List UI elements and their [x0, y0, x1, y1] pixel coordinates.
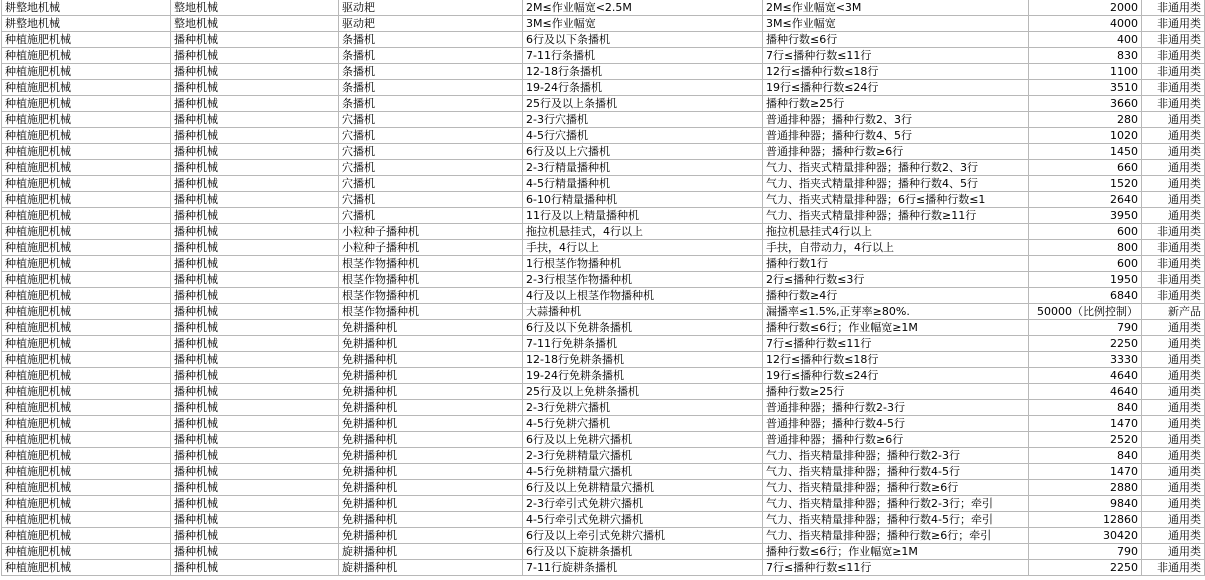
- class-cell[interactable]: 通用类: [1142, 352, 1205, 368]
- class-cell[interactable]: 通用类: [1142, 112, 1205, 128]
- category-cell[interactable]: 种植施肥机械: [2, 336, 171, 352]
- class-cell[interactable]: 通用类: [1142, 192, 1205, 208]
- table-row: [2, 416, 1205, 432]
- spec-cell[interactable]: 4-5行精量播种机: [523, 176, 763, 192]
- item-cell[interactable]: 条播机: [339, 32, 523, 48]
- subsidy-amount-cell[interactable]: 1450: [1029, 144, 1142, 160]
- spec-cell[interactable]: 7-11行旋耕条播机: [523, 560, 763, 576]
- subcategory-cell[interactable]: 播种机械: [171, 144, 339, 160]
- table-row: [2, 320, 1205, 336]
- subcategory-cell[interactable]: 播种机械: [171, 528, 339, 544]
- parameter-cell[interactable]: 气力、指夹精量排种器；播种行数2-3行: [763, 448, 1029, 464]
- subcategory-cell[interactable]: 播种机械: [171, 400, 339, 416]
- item-cell[interactable]: 驱动耙: [339, 16, 523, 32]
- class-cell[interactable]: 非通用类: [1142, 288, 1205, 304]
- category-cell[interactable]: 种植施肥机械: [2, 128, 171, 144]
- class-cell[interactable]: 非通用类: [1142, 0, 1205, 16]
- subsidy-amount-cell[interactable]: 4640: [1029, 384, 1142, 400]
- subsidy-amount-cell[interactable]: 6840: [1029, 288, 1142, 304]
- subsidy-amount-cell[interactable]: 830: [1029, 48, 1142, 64]
- subcategory-cell[interactable]: 播种机械: [171, 384, 339, 400]
- table-row: [2, 192, 1205, 208]
- class-cell[interactable]: 非通用类: [1142, 16, 1205, 32]
- table-row: [2, 112, 1205, 128]
- class-cell[interactable]: 通用类: [1142, 512, 1205, 528]
- category-cell[interactable]: 种植施肥机械: [2, 176, 171, 192]
- table-row: [2, 480, 1205, 496]
- subsidy-amount-cell[interactable]: 2250: [1029, 560, 1142, 576]
- item-cell[interactable]: 条播机: [339, 64, 523, 80]
- subcategory-cell[interactable]: 播种机械: [171, 368, 339, 384]
- class-cell[interactable]: 通用类: [1142, 128, 1205, 144]
- subsidy-amount-cell[interactable]: 2250: [1029, 336, 1142, 352]
- subsidy-amount-cell[interactable]: 3950: [1029, 208, 1142, 224]
- table-row: [2, 464, 1205, 480]
- subcategory-cell[interactable]: 播种机械: [171, 480, 339, 496]
- parameter-cell[interactable]: 气力、指夹精量排种器；播种行数≥6行；牵引: [763, 528, 1029, 544]
- item-cell[interactable]: 免耕播种机: [339, 384, 523, 400]
- subsidy-amount-cell[interactable]: 840: [1029, 448, 1142, 464]
- class-cell[interactable]: 通用类: [1142, 336, 1205, 352]
- parameter-cell[interactable]: 播种行数≥25行: [763, 384, 1029, 400]
- table-row: [2, 272, 1205, 288]
- item-cell[interactable]: 穴播机: [339, 160, 523, 176]
- item-cell[interactable]: 旋耕播种机: [339, 560, 523, 576]
- subsidy-amount-cell[interactable]: 3510: [1029, 80, 1142, 96]
- item-cell[interactable]: 条播机: [339, 48, 523, 64]
- category-cell[interactable]: 种植施肥机械: [2, 560, 171, 576]
- spec-cell[interactable]: 2-3行穴播机: [523, 112, 763, 128]
- subsidy-amount-cell[interactable]: 790: [1029, 320, 1142, 336]
- subcategory-cell[interactable]: 播种机械: [171, 112, 339, 128]
- category-cell[interactable]: 种植施肥机械: [2, 384, 171, 400]
- item-cell[interactable]: 条播机: [339, 96, 523, 112]
- table-row: [2, 368, 1205, 384]
- spec-cell[interactable]: 4行及以上根茎作物播种机: [523, 288, 763, 304]
- category-cell[interactable]: 种植施肥机械: [2, 192, 171, 208]
- parameter-cell[interactable]: 普通排种器；播种行数2、3行: [763, 112, 1029, 128]
- subsidy-amount-cell[interactable]: 12860: [1029, 512, 1142, 528]
- item-cell[interactable]: 根茎作物播种机: [339, 272, 523, 288]
- subcategory-cell[interactable]: 播种机械: [171, 192, 339, 208]
- table-row: [2, 336, 1205, 352]
- item-cell[interactable]: 免耕播种机: [339, 480, 523, 496]
- spec-cell[interactable]: 25行及以上条播机: [523, 96, 763, 112]
- spec-cell[interactable]: 11行及以上精量播种机: [523, 208, 763, 224]
- spec-cell[interactable]: 2-3行免耕穴播机: [523, 400, 763, 416]
- item-cell[interactable]: 免耕播种机: [339, 512, 523, 528]
- parameter-cell[interactable]: 播种行数≥4行: [763, 288, 1029, 304]
- parameter-cell[interactable]: 播种行数≥25行: [763, 96, 1029, 112]
- parameter-cell[interactable]: 2M≤作业幅宽<3M: [763, 0, 1029, 16]
- spec-cell[interactable]: 2-3行牵引式免耕穴播机: [523, 496, 763, 512]
- spec-cell[interactable]: 19-24行条播机: [523, 80, 763, 96]
- spec-cell[interactable]: 2-3行免耕精量穴播机: [523, 448, 763, 464]
- class-cell[interactable]: 通用类: [1142, 528, 1205, 544]
- table-row: [2, 32, 1205, 48]
- parameter-cell[interactable]: 12行≤播种行数≤18行: [763, 64, 1029, 80]
- subsidy-amount-cell[interactable]: 3330: [1029, 352, 1142, 368]
- spec-cell[interactable]: 2-3行根茎作物播种机: [523, 272, 763, 288]
- category-cell[interactable]: 耕整地机械: [2, 16, 171, 32]
- category-cell[interactable]: 种植施肥机械: [2, 352, 171, 368]
- table-row: [2, 176, 1205, 192]
- item-cell[interactable]: 旋耕播种机: [339, 544, 523, 560]
- class-cell[interactable]: 通用类: [1142, 208, 1205, 224]
- subsidy-amount-cell[interactable]: 1470: [1029, 416, 1142, 432]
- subsidy-amount-cell[interactable]: 2000: [1029, 0, 1142, 16]
- category-cell[interactable]: 种植施肥机械: [2, 320, 171, 336]
- class-cell[interactable]: 通用类: [1142, 176, 1205, 192]
- parameter-cell[interactable]: 气力、指夹式精量排种器；播种行数4、5行: [763, 176, 1029, 192]
- item-cell[interactable]: 驱动耙: [339, 0, 523, 16]
- parameter-cell[interactable]: 19行≤播种行数≤24行: [763, 80, 1029, 96]
- spreadsheet-table: [1, 0, 1205, 576]
- subcategory-cell[interactable]: 播种机械: [171, 416, 339, 432]
- subsidy-amount-cell[interactable]: 400: [1029, 32, 1142, 48]
- parameter-cell[interactable]: 7行≤播种行数≤11行: [763, 48, 1029, 64]
- category-cell[interactable]: 种植施肥机械: [2, 448, 171, 464]
- table-row: [2, 496, 1205, 512]
- subcategory-cell[interactable]: 播种机械: [171, 64, 339, 80]
- spec-cell[interactable]: 2M≤作业幅宽<2.5M: [523, 0, 763, 16]
- item-cell[interactable]: 免耕播种机: [339, 496, 523, 512]
- parameter-cell[interactable]: 气力、指夹式精量排种器；播种行数2、3行: [763, 160, 1029, 176]
- class-cell[interactable]: 新产品: [1142, 304, 1205, 320]
- item-cell[interactable]: 免耕播种机: [339, 432, 523, 448]
- spec-cell[interactable]: 7-11行免耕条播机: [523, 336, 763, 352]
- spec-cell[interactable]: 手扶，4行以上: [523, 240, 763, 256]
- class-cell[interactable]: 非通用类: [1142, 560, 1205, 576]
- subcategory-cell[interactable]: 播种机械: [171, 432, 339, 448]
- subsidy-amount-cell[interactable]: 1950: [1029, 272, 1142, 288]
- class-cell[interactable]: 通用类: [1142, 400, 1205, 416]
- table-row: [2, 560, 1205, 576]
- class-cell[interactable]: 通用类: [1142, 464, 1205, 480]
- item-cell[interactable]: 免耕播种机: [339, 336, 523, 352]
- category-cell[interactable]: 种植施肥机械: [2, 80, 171, 96]
- subcategory-cell[interactable]: 播种机械: [171, 320, 339, 336]
- item-cell[interactable]: 免耕播种机: [339, 448, 523, 464]
- class-cell[interactable]: 通用类: [1142, 480, 1205, 496]
- parameter-cell[interactable]: 普通排种器；播种行数≥6行: [763, 144, 1029, 160]
- subcategory-cell[interactable]: 播种机械: [171, 32, 339, 48]
- spec-cell[interactable]: 7-11行条播机: [523, 48, 763, 64]
- class-cell[interactable]: 通用类: [1142, 416, 1205, 432]
- item-cell[interactable]: 根茎作物播种机: [339, 304, 523, 320]
- subcategory-cell[interactable]: 播种机械: [171, 224, 339, 240]
- class-cell[interactable]: 通用类: [1142, 496, 1205, 512]
- subcategory-cell[interactable]: 播种机械: [171, 48, 339, 64]
- table-row: [2, 512, 1205, 528]
- spec-cell[interactable]: 4-5行免耕精量穴播机: [523, 464, 763, 480]
- category-cell[interactable]: 耕整地机械: [2, 0, 171, 16]
- subcategory-cell[interactable]: 播种机械: [171, 272, 339, 288]
- parameter-cell[interactable]: 播种行数≤6行；作业幅宽≥1M: [763, 320, 1029, 336]
- spec-cell[interactable]: 6行及以上穴播机: [523, 144, 763, 160]
- subcategory-cell[interactable]: 播种机械: [171, 464, 339, 480]
- class-cell[interactable]: 非通用类: [1142, 256, 1205, 272]
- item-cell[interactable]: 小粒种子播种机: [339, 224, 523, 240]
- table-row: [2, 64, 1205, 80]
- item-cell[interactable]: 穴播机: [339, 192, 523, 208]
- item-cell[interactable]: 免耕播种机: [339, 368, 523, 384]
- class-cell[interactable]: 通用类: [1142, 384, 1205, 400]
- spec-cell[interactable]: 6行及以上免耕精量穴播机: [523, 480, 763, 496]
- subcategory-cell[interactable]: 整地机械: [171, 0, 339, 16]
- item-cell[interactable]: 穴播机: [339, 208, 523, 224]
- spec-cell[interactable]: 6行及以下条播机: [523, 32, 763, 48]
- category-cell[interactable]: 种植施肥机械: [2, 416, 171, 432]
- class-cell[interactable]: 通用类: [1142, 368, 1205, 384]
- subsidy-amount-cell[interactable]: 1100: [1029, 64, 1142, 80]
- spec-cell[interactable]: 6-10行精量播种机: [523, 192, 763, 208]
- subcategory-cell[interactable]: 播种机械: [171, 208, 339, 224]
- subcategory-cell[interactable]: 播种机械: [171, 80, 339, 96]
- category-cell[interactable]: 种植施肥机械: [2, 368, 171, 384]
- class-cell[interactable]: 非通用类: [1142, 240, 1205, 256]
- subsidy-amount-cell[interactable]: 660: [1029, 160, 1142, 176]
- category-cell[interactable]: 种植施肥机械: [2, 96, 171, 112]
- spec-cell[interactable]: 4-5行穴播机: [523, 128, 763, 144]
- table-row: [2, 96, 1205, 112]
- category-cell[interactable]: 种植施肥机械: [2, 256, 171, 272]
- category-cell[interactable]: 种植施肥机械: [2, 512, 171, 528]
- spec-cell[interactable]: 19-24行免耕条播机: [523, 368, 763, 384]
- category-cell[interactable]: 种植施肥机械: [2, 480, 171, 496]
- category-cell[interactable]: 种植施肥机械: [2, 64, 171, 80]
- subsidy-amount-cell[interactable]: 600: [1029, 224, 1142, 240]
- item-cell[interactable]: 免耕播种机: [339, 464, 523, 480]
- category-cell[interactable]: 种植施肥机械: [2, 48, 171, 64]
- item-cell[interactable]: 免耕播种机: [339, 352, 523, 368]
- category-cell[interactable]: 种植施肥机械: [2, 272, 171, 288]
- subcategory-cell[interactable]: 播种机械: [171, 352, 339, 368]
- subcategory-cell[interactable]: 播种机械: [171, 256, 339, 272]
- spec-cell[interactable]: 4-5行牵引式免耕穴播机: [523, 512, 763, 528]
- table-row: [2, 208, 1205, 224]
- spec-cell[interactable]: 拖拉机悬挂式，4行以上: [523, 224, 763, 240]
- spec-cell[interactable]: 1行根茎作物播种机: [523, 256, 763, 272]
- category-cell[interactable]: 种植施肥机械: [2, 112, 171, 128]
- table-row: [2, 544, 1205, 560]
- parameter-cell[interactable]: 3M≤作业幅宽: [763, 16, 1029, 32]
- parameter-cell[interactable]: 漏播率≤1.5%,正芽率≥80%.: [763, 304, 1029, 320]
- class-cell[interactable]: 非通用类: [1142, 96, 1205, 112]
- table-row: [2, 256, 1205, 272]
- spec-cell[interactable]: 6行及以下旋耕条播机: [523, 544, 763, 560]
- item-cell[interactable]: 免耕播种机: [339, 416, 523, 432]
- subsidy-amount-cell[interactable]: 30420: [1029, 528, 1142, 544]
- item-cell[interactable]: 免耕播种机: [339, 400, 523, 416]
- class-cell[interactable]: 通用类: [1142, 432, 1205, 448]
- item-cell[interactable]: 穴播机: [339, 128, 523, 144]
- spec-cell[interactable]: 12-18行免耕条播机: [523, 352, 763, 368]
- spec-cell[interactable]: 6行及以上免耕穴播机: [523, 432, 763, 448]
- item-cell[interactable]: 小粒种子播种机: [339, 240, 523, 256]
- parameter-cell[interactable]: 2行≤播种行数≤3行: [763, 272, 1029, 288]
- item-cell[interactable]: 穴播机: [339, 176, 523, 192]
- parameter-cell[interactable]: 普通排种器；播种行数2-3行: [763, 400, 1029, 416]
- parameter-cell[interactable]: 12行≤播种行数≤18行: [763, 352, 1029, 368]
- subcategory-cell[interactable]: 播种机械: [171, 128, 339, 144]
- category-cell[interactable]: 种植施肥机械: [2, 544, 171, 560]
- table-row: [2, 144, 1205, 160]
- class-cell[interactable]: 非通用类: [1142, 272, 1205, 288]
- category-cell[interactable]: 种植施肥机械: [2, 144, 171, 160]
- subsidy-amount-cell[interactable]: 2640: [1029, 192, 1142, 208]
- category-cell[interactable]: 种植施肥机械: [2, 32, 171, 48]
- parameter-cell[interactable]: 7行≤播种行数≤11行: [763, 336, 1029, 352]
- subsidy-amount-cell[interactable]: 1520: [1029, 176, 1142, 192]
- spec-cell[interactable]: 大蒜播种机: [523, 304, 763, 320]
- subsidy-amount-cell[interactable]: 4640: [1029, 368, 1142, 384]
- class-cell[interactable]: 通用类: [1142, 448, 1205, 464]
- subsidy-amount-cell[interactable]: 9840: [1029, 496, 1142, 512]
- table-row: [2, 128, 1205, 144]
- class-cell[interactable]: 通用类: [1142, 144, 1205, 160]
- parameter-cell[interactable]: 播种行数1行: [763, 256, 1029, 272]
- subsidy-amount-cell[interactable]: 280: [1029, 112, 1142, 128]
- class-cell[interactable]: 通用类: [1142, 320, 1205, 336]
- table-row: [2, 432, 1205, 448]
- table-row: [2, 528, 1205, 544]
- table-body: [2, 0, 1205, 576]
- class-cell[interactable]: 非通用类: [1142, 64, 1205, 80]
- spec-cell[interactable]: 12-18行条播机: [523, 64, 763, 80]
- category-cell[interactable]: 种植施肥机械: [2, 400, 171, 416]
- subsidy-amount-cell[interactable]: 4000: [1029, 16, 1142, 32]
- parameter-cell[interactable]: 普通排种器；播种行数4-5行: [763, 416, 1029, 432]
- table-row: [2, 352, 1205, 368]
- item-cell[interactable]: 穴播机: [339, 112, 523, 128]
- spec-cell[interactable]: 4-5行免耕穴播机: [523, 416, 763, 432]
- subcategory-cell[interactable]: 播种机械: [171, 288, 339, 304]
- subsidy-amount-cell[interactable]: 2880: [1029, 480, 1142, 496]
- item-cell[interactable]: 免耕播种机: [339, 528, 523, 544]
- parameter-cell[interactable]: 普通排种器；播种行数≥6行: [763, 432, 1029, 448]
- subcategory-cell[interactable]: 播种机械: [171, 176, 339, 192]
- category-cell[interactable]: 种植施肥机械: [2, 224, 171, 240]
- parameter-cell[interactable]: 气力、指夹式精量排种器；播种行数≥11行: [763, 208, 1029, 224]
- subcategory-cell[interactable]: 播种机械: [171, 496, 339, 512]
- parameter-cell[interactable]: 播种行数≤6行；作业幅宽≥1M: [763, 544, 1029, 560]
- spec-cell[interactable]: 3M≤作业幅宽: [523, 16, 763, 32]
- item-cell[interactable]: 条播机: [339, 80, 523, 96]
- subsidy-amount-cell[interactable]: 1470: [1029, 464, 1142, 480]
- parameter-cell[interactable]: 19行≤播种行数≤24行: [763, 368, 1029, 384]
- subsidy-amount-cell[interactable]: 790: [1029, 544, 1142, 560]
- category-cell[interactable]: 种植施肥机械: [2, 528, 171, 544]
- subcategory-cell[interactable]: 播种机械: [171, 544, 339, 560]
- parameter-cell[interactable]: 气力、指夹式精量排种器；6行≤播种行数≤1: [763, 192, 1029, 208]
- table-row: [2, 16, 1205, 32]
- table-row: [2, 160, 1205, 176]
- subsidy-amount-cell[interactable]: 800: [1029, 240, 1142, 256]
- parameter-cell[interactable]: 气力、指夹精量排种器；播种行数2-3行；牵引: [763, 496, 1029, 512]
- class-cell[interactable]: 非通用类: [1142, 80, 1205, 96]
- category-cell[interactable]: 种植施肥机械: [2, 240, 171, 256]
- class-cell[interactable]: 非通用类: [1142, 224, 1205, 240]
- category-cell[interactable]: 种植施肥机械: [2, 288, 171, 304]
- item-cell[interactable]: 穴播机: [339, 144, 523, 160]
- subsidy-amount-cell[interactable]: 1020: [1029, 128, 1142, 144]
- item-cell[interactable]: 根茎作物播种机: [339, 256, 523, 272]
- category-cell[interactable]: 种植施肥机械: [2, 160, 171, 176]
- category-cell[interactable]: 种植施肥机械: [2, 304, 171, 320]
- category-cell[interactable]: 种植施肥机械: [2, 496, 171, 512]
- table-row: [2, 80, 1205, 96]
- subsidy-amount-cell[interactable]: 50000（比例控制）: [1029, 304, 1142, 320]
- parameter-cell[interactable]: 7行≤播种行数≤11行: [763, 560, 1029, 576]
- subcategory-cell[interactable]: 播种机械: [171, 560, 339, 576]
- category-cell[interactable]: 种植施肥机械: [2, 464, 171, 480]
- table-row: [2, 304, 1205, 320]
- subcategory-cell[interactable]: 播种机械: [171, 336, 339, 352]
- class-cell[interactable]: 非通用类: [1142, 32, 1205, 48]
- class-cell[interactable]: 通用类: [1142, 544, 1205, 560]
- table-row: [2, 288, 1205, 304]
- subcategory-cell[interactable]: 整地机械: [171, 16, 339, 32]
- parameter-cell[interactable]: 播种行数≤6行: [763, 32, 1029, 48]
- parameter-cell[interactable]: 气力、指夹精量排种器；播种行数4-5行；牵引: [763, 512, 1029, 528]
- item-cell[interactable]: 根茎作物播种机: [339, 288, 523, 304]
- subcategory-cell[interactable]: 播种机械: [171, 448, 339, 464]
- parameter-cell[interactable]: 手扶，自带动力，4行以上: [763, 240, 1029, 256]
- subcategory-cell[interactable]: 播种机械: [171, 512, 339, 528]
- item-cell[interactable]: 免耕播种机: [339, 320, 523, 336]
- table-row: [2, 224, 1205, 240]
- table-row: [2, 240, 1205, 256]
- subsidy-amount-cell[interactable]: 2520: [1029, 432, 1142, 448]
- table-row: [2, 0, 1205, 16]
- subcategory-cell[interactable]: 播种机械: [171, 96, 339, 112]
- subsidy-amount-cell[interactable]: 840: [1029, 400, 1142, 416]
- table-row: [2, 448, 1205, 464]
- class-cell[interactable]: 通用类: [1142, 160, 1205, 176]
- subcategory-cell[interactable]: 播种机械: [171, 160, 339, 176]
- parameter-cell[interactable]: 普通排种器；播种行数4、5行: [763, 128, 1029, 144]
- subsidy-amount-cell[interactable]: 600: [1029, 256, 1142, 272]
- subcategory-cell[interactable]: 播种机械: [171, 304, 339, 320]
- spec-cell[interactable]: 6行及以下免耕条播机: [523, 320, 763, 336]
- table-row: [2, 48, 1205, 64]
- spec-cell[interactable]: 25行及以上免耕条播机: [523, 384, 763, 400]
- subcategory-cell[interactable]: 播种机械: [171, 240, 339, 256]
- parameter-cell[interactable]: 气力、指夹精量排种器；播种行数≥6行: [763, 480, 1029, 496]
- table-row: [2, 400, 1205, 416]
- parameter-cell[interactable]: 拖拉机悬挂式4行以上: [763, 224, 1029, 240]
- subsidy-amount-cell[interactable]: 3660: [1029, 96, 1142, 112]
- spec-cell[interactable]: 6行及以上牵引式免耕穴播机: [523, 528, 763, 544]
- category-cell[interactable]: 种植施肥机械: [2, 208, 171, 224]
- parameter-cell[interactable]: 气力、指夹精量排种器；播种行数4-5行: [763, 464, 1029, 480]
- spec-cell[interactable]: 2-3行精量播种机: [523, 160, 763, 176]
- category-cell[interactable]: 种植施肥机械: [2, 432, 171, 448]
- class-cell[interactable]: 非通用类: [1142, 48, 1205, 64]
- table-row: [2, 384, 1205, 400]
